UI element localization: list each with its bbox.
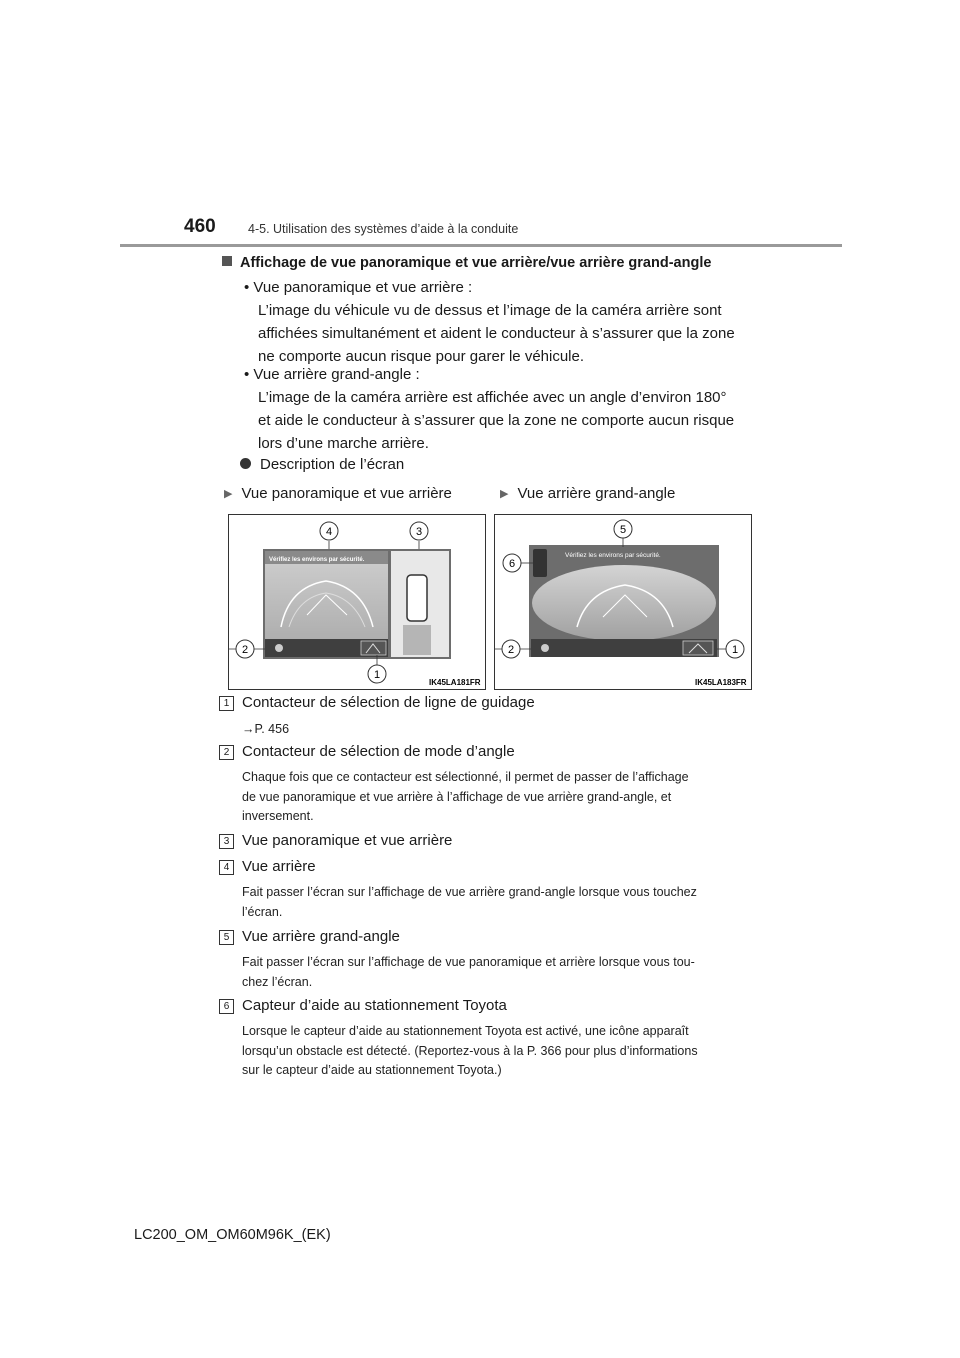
item-title: Capteur d’aide au stationnement Toyota <box>242 997 507 1014</box>
figure-code: IK45LA183FR <box>695 678 747 687</box>
item-description: Fait passer l’écran sur l’affichage de vue panoramique et arrière lorsque vous tou- chez l’écran. <box>242 955 695 989</box>
item-number: 1 <box>219 696 234 711</box>
svg-text:4: 4 <box>325 526 333 538</box>
svg-text:5: 5 <box>619 524 627 536</box>
wide-angle-view-pane[interactable] <box>532 565 716 641</box>
svg-text:2: 2 <box>241 644 249 656</box>
triangle-marker-icon: ▶ <box>500 488 509 500</box>
panoramic-screen-illustration <box>229 515 485 689</box>
svg-text:2: 2 <box>507 644 515 656</box>
item-description: Lorsque le capteur d’aide au stationnement Toyota est activé, une icône apparaît lorsqu’un obstacle est détecté. (Reportez-vous à la P. 366 pour plus d’informations sur le capteur d’aide au stationnement Toyota.) <box>242 1024 698 1077</box>
parking-sensor-icon <box>533 549 547 577</box>
item-title: Vue arrière grand-angle <box>242 928 400 945</box>
svg-text:1: 1 <box>373 669 381 681</box>
paragraph-panoramic: L’image du véhicule vu de dessus et l’image de la caméra arrière sont affichées simultanément et aident le conducteur à s’assurer que la zone ne comporte aucun risque pour garer le véhicule. <box>258 302 735 365</box>
bullet-panoramic: • Vue panoramique et vue arrière : <box>244 279 473 296</box>
figure-caption-wide-angle: ▶ Vue arrière grand-angle <box>500 485 676 502</box>
square-bullet-icon <box>222 256 232 266</box>
svg-text:1: 1 <box>731 644 739 656</box>
figure-panoramic <box>228 514 486 690</box>
item-description: Fait passer l’écran sur l’affichage de vue arrière grand-angle lorsque vous touchez l’écran. <box>242 885 697 919</box>
item-number: 4 <box>219 860 234 875</box>
item-number: 2 <box>219 745 234 760</box>
guide-line-switch[interactable] <box>361 641 386 655</box>
round-bullet-icon <box>240 458 251 469</box>
section-title: 4-5. Utilisation des systèmes d’aide à la conduite <box>248 222 519 236</box>
paragraph-wide-angle: L’image de la caméra arrière est affichée avec un angle d’environ 180° et aide le conducteur à s’assurer que la zone ne comporte aucun risque lors d’une marche arrière. <box>258 389 735 452</box>
figure-wide-angle <box>494 514 752 690</box>
guide-line-switch[interactable] <box>683 641 713 655</box>
svg-text:6: 6 <box>508 558 516 570</box>
triangle-marker-icon: ▶ <box>224 488 233 500</box>
item-description: Chaque fois que ce contacteur est sélectionné, il permet de passer de l’affichage de vue panoramique et vue arrière à l’affichage de vue arrière grand-angle, et inversement. <box>242 770 689 823</box>
header-rule <box>120 244 842 247</box>
figure-caption-panoramic: ▶ Vue panoramique et vue arrière <box>224 485 452 502</box>
rear-zone <box>403 625 431 655</box>
item-title: Vue panoramique et vue arrière <box>242 832 453 849</box>
svg-text:3: 3 <box>415 526 423 538</box>
item-number: 3 <box>219 834 234 849</box>
page-number: 460 <box>184 216 216 237</box>
angle-mode-switch[interactable] <box>275 644 283 652</box>
screen-message: Vérifiez les environs par sécurité. <box>565 552 661 559</box>
angle-mode-switch[interactable] <box>541 644 549 652</box>
item-title: Contacteur de sélection de mode d’angle <box>242 743 515 760</box>
bullet-wide-angle: • Vue arrière grand-angle : <box>244 366 420 383</box>
screen-message: Vérifiez les environs par sécurité. <box>269 557 365 563</box>
item-reference: →P. 456 <box>242 722 290 736</box>
subsection-heading: Affichage de vue panoramique et vue arrière/vue arrière grand-angle <box>222 255 711 271</box>
item-number: 6 <box>219 999 234 1014</box>
vehicle-top-view <box>407 575 427 621</box>
figure-code: IK45LA181FR <box>429 678 481 687</box>
item-title: Vue arrière <box>242 858 316 875</box>
item-title: Contacteur de sélection de ligne de guidage <box>242 694 535 711</box>
footer-doc-code: LC200_OM_OM60M96K_(EK) <box>134 1227 331 1243</box>
screen-description-label: Description de l’écran <box>240 456 404 473</box>
item-number: 5 <box>219 930 234 945</box>
wide-angle-screen-illustration <box>495 515 751 689</box>
